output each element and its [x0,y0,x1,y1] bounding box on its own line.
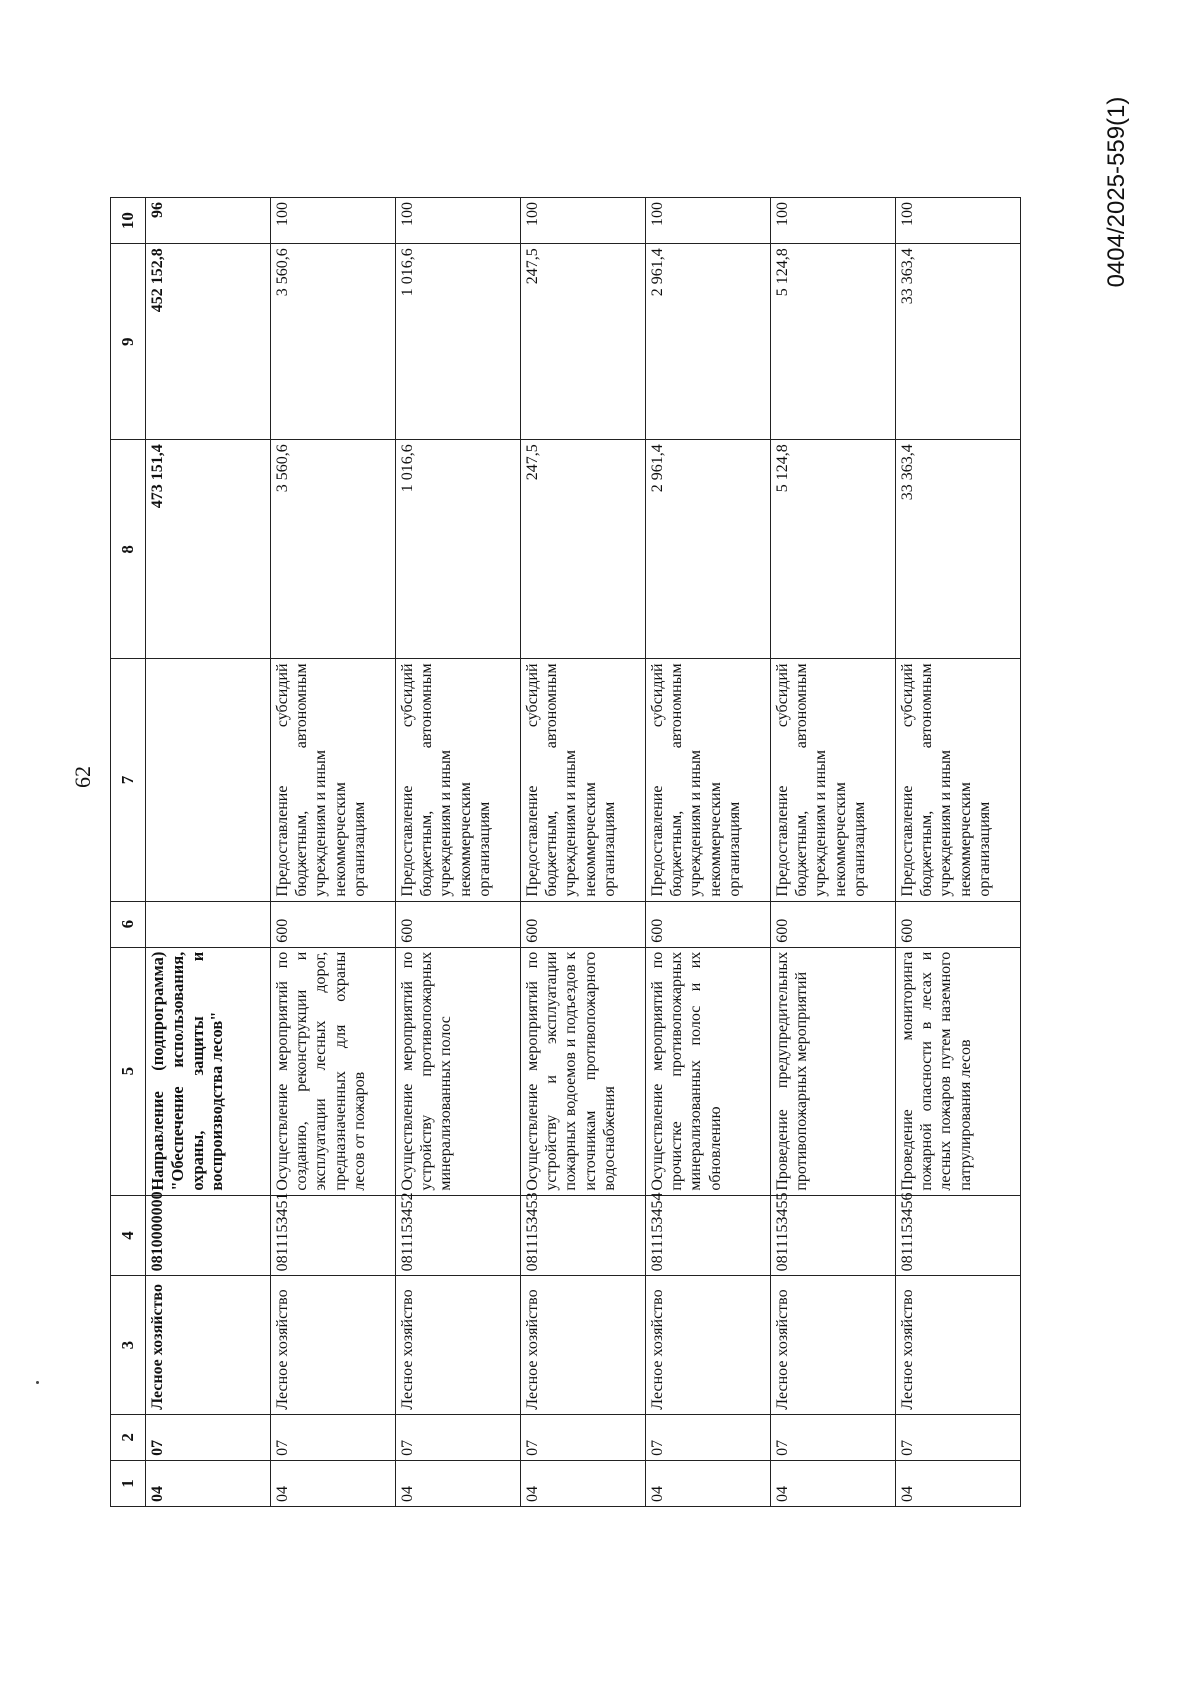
header-col-2: 2 [111,1414,146,1460]
header-col-5: 5 [111,947,146,1195]
cell-percent: 100 [646,198,771,244]
cell-target-code: 081115З453 [521,1195,646,1276]
cell-percent: 96 [146,198,271,244]
header-col-8: 8 [111,440,146,659]
cell-expense-type: 600 [521,901,646,947]
cell-section: 04 [271,1460,396,1506]
cell-executed: 247,5 [521,244,646,440]
cell-expense-type: 600 [396,901,521,947]
cell-subsection: 07 [646,1414,771,1460]
cell-section-name: Лесное хозяйство [771,1276,896,1414]
table-row [896,198,1021,1507]
cell-planned: 473 151,4 [146,440,271,659]
cell-section: 04 [771,1460,896,1506]
header-col-6: 6 [111,901,146,947]
cell-planned: 33 363,4 [896,440,1021,659]
cell-item-name: Направление (подпрограмма) "Обеспечение использования, охраны, защиты и воспроизводства лесов" [146,947,271,1195]
header-col-10: 10 [111,198,146,244]
cell-planned: 3 560,6 [271,440,396,659]
cell-section: 04 [521,1460,646,1506]
cell-item-name: Осуществление мероприятий по созданию, реконструкции и эксплуатации лесных дорог, предназначенных для охраны лесов от пожаров [271,947,396,1195]
cell-expense-type: 600 [771,901,896,947]
cell-expense-name: Предоставление субсидий бюджетным, автономным учреждениям и иным некоммерческим организациям [646,659,771,901]
cell-planned: 1 016,6 [396,440,521,659]
cell-executed: 3 560,6 [271,244,396,440]
cell-expense-type: 600 [896,901,1021,947]
cell-executed: 452 152,8 [146,244,271,440]
cell-expense-type: 600 [271,901,396,947]
cell-expense-name: Предоставление субсидий бюджетным, автономным учреждениям и иным некоммерческим организациям [896,659,1021,901]
table-row [521,198,646,1507]
cell-subsection: 07 [146,1414,271,1460]
cell-target-code: 081115З455 [771,1195,896,1276]
cell-target-code: 0810000000 [146,1195,271,1276]
cell-executed: 5 124,8 [771,244,896,440]
cell-target-code: 081115З454 [646,1195,771,1276]
table-row [271,198,396,1507]
cell-section-name: Лесное хозяйство [896,1276,1021,1414]
budget-table [110,197,1021,1507]
cell-section-name: Лесное хозяйство [646,1276,771,1414]
cell-section: 04 [146,1460,271,1506]
table-row [771,198,896,1507]
table-row [396,198,521,1507]
cell-target-code: 081115З456 [896,1195,1021,1276]
table-row [646,198,771,1507]
cell-expense-name: Предоставление субсидий бюджетным, автономным учреждениям и иным некоммерческим организациям [521,659,646,901]
cell-percent: 100 [771,198,896,244]
cell-target-code: 081115З452 [396,1195,521,1276]
header-col-3: 3 [111,1276,146,1414]
cell-item-name: Осуществление мероприятий по прочистке противопожарных минерализованных полос и их обновлению [646,947,771,1195]
cell-section-name: Лесное хозяйство [146,1276,271,1414]
cell-expense-type [146,901,271,947]
cell-subsection: 07 [396,1414,521,1460]
cell-subsection: 07 [521,1414,646,1460]
cell-section: 04 [646,1460,771,1506]
header-col-4: 4 [111,1195,146,1276]
cell-item-name: Проведение предупредительных противопожарных мероприятий [771,947,896,1195]
cell-section-name: Лесное хозяйство [396,1276,521,1414]
cell-section: 04 [396,1460,521,1506]
cell-expense-name: Предоставление субсидий бюджетным, автономным учреждениям и иным некоммерческим организациям [396,659,521,901]
cell-item-name: Осуществление мероприятий по устройству и эксплуатации пожарных водоемов и подъездов к источникам противопожарного водоснабжения [521,947,646,1195]
cell-target-code: 081115З451 [271,1195,396,1276]
cell-percent: 100 [271,198,396,244]
cell-expense-type: 600 [646,901,771,947]
cell-section-name: Лесное хозяйство [271,1276,396,1414]
cell-section: 04 [896,1460,1021,1506]
cell-planned: 2 961,4 [646,440,771,659]
cell-executed: 1 016,6 [396,244,521,440]
cell-subsection: 07 [271,1414,396,1460]
cell-planned: 247,5 [521,440,646,659]
cell-expense-name: Предоставление субсидий бюджетным, автономным учреждениям и иным некоммерческим организациям [271,659,396,901]
cell-executed: 2 961,4 [646,244,771,440]
cell-item-name: Осуществление мероприятий по устройству противопожарных минерализованных полос [396,947,521,1195]
table-row-program [146,198,271,1507]
cell-percent: 100 [396,198,521,244]
header-col-9: 9 [111,244,146,440]
cell-executed: 33 363,4 [896,244,1021,440]
cell-expense-name: Предоставление субсидий бюджетным, автономным учреждениям и иным некоммерческим организациям [771,659,896,901]
cell-subsection: 07 [771,1414,896,1460]
cell-planned: 5 124,8 [771,440,896,659]
header-col-7: 7 [111,659,146,901]
cell-item-name: Проведение мониторинга пожарной опасности в лесах и лесных пожаров путем наземного патрулирования лесов [896,947,1021,1195]
cell-expense-name [146,659,271,901]
header-row [111,198,146,1507]
cell-percent: 100 [896,198,1021,244]
cell-section-name: Лесное хозяйство [521,1276,646,1414]
page-number: 62 [70,766,95,788]
header-col-1: 1 [111,1460,146,1506]
cell-percent: 100 [521,198,646,244]
cell-subsection: 07 [896,1414,1021,1460]
scan-speck [36,1381,39,1384]
document-code: 0404/2025-559(1) [1103,96,1130,288]
